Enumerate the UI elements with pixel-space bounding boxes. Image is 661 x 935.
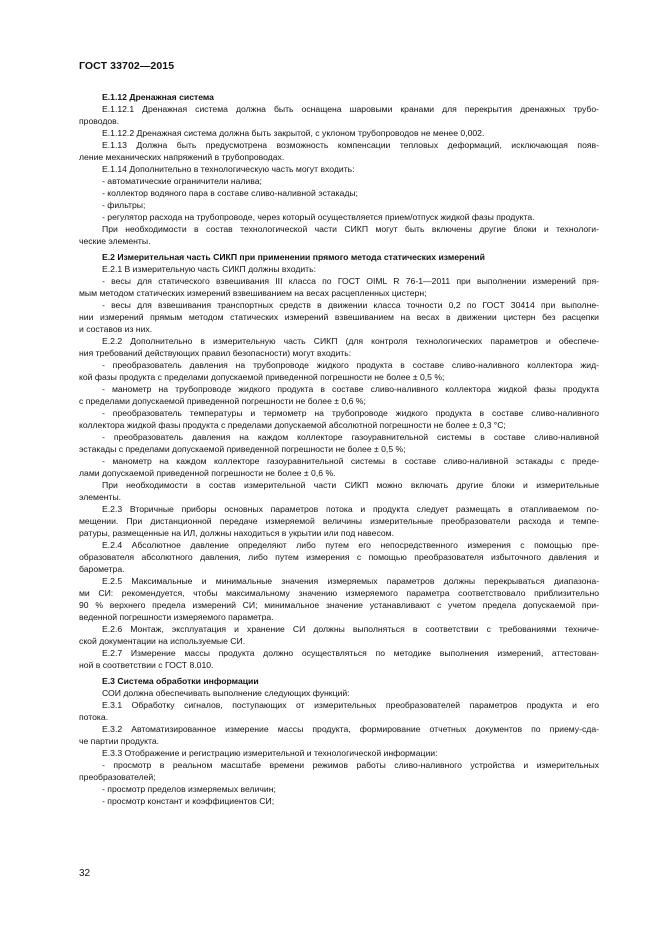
paragraph xyxy=(79,623,599,647)
paragraph xyxy=(79,747,599,759)
text-line: мым методом статических измерений взвешиванием на весах расцепленных цистерн; xyxy=(79,288,427,298)
text-line: Е.1.13 Должна быть предусмотрена возможность компенсации тепловых деформаций, исключающая появ- xyxy=(102,140,599,150)
paragraph xyxy=(79,263,599,275)
text-line: При необходимости в состав измерительной части СИКП можно включать другие блоки и измерительные xyxy=(102,480,599,490)
paragraph xyxy=(79,479,599,503)
text-line: При необходимости в состав технологической части СИКП могут быть включены другие блоки и технологи- xyxy=(102,224,599,234)
paragraph xyxy=(79,127,599,139)
text-line: - весы для взвешивания транспортных средств в движении класса точности 0,2 по ГОСТ 30414 при выполне- xyxy=(102,300,599,310)
paragraph xyxy=(79,359,599,383)
text-line: ратуры, размещенные на ИЛ, должны находиться в укрытии или под навесом. xyxy=(79,528,395,538)
text-line: - манометр на каждом коллекторе газоуравнительной системы в составе сливо-наливной эстакады с преде- xyxy=(102,456,599,466)
paragraph xyxy=(79,539,599,575)
text-line: и составов из них. xyxy=(79,324,153,334)
section-heading xyxy=(79,675,599,687)
paragraph xyxy=(79,723,599,747)
text-line: че партии продукта. xyxy=(79,736,160,746)
paragraph xyxy=(79,699,599,723)
paragraph xyxy=(79,187,599,199)
text-line: - преобразователь давления на трубопроводе жидкого продукта в составе сливо-наливного коллектора жид- xyxy=(102,360,599,370)
paragraph xyxy=(79,431,599,455)
text-line: Е.3.2 Автоматизированное измерение массы продукта, формирование отчетных документов по приему-сда- xyxy=(102,724,599,734)
text-line: Е.2 Измерительная часть СИКП при применении прямого метода статических измерений xyxy=(102,252,485,262)
text-line: эстакады с пределами допускаемой приведенной погрешности не более ± 0,5 %; xyxy=(79,444,406,454)
section-heading xyxy=(79,251,599,263)
paragraph xyxy=(79,275,599,299)
text-line: 90 % верхнего предела измерений СИ; минимальное значение устанавливают с учетом предела допускаемой при- xyxy=(79,600,599,610)
text-line: лами допускаемой приведенной погрешности не более ± 0,6 %. xyxy=(79,468,336,478)
text-line: ми СИ: рекомендуется, чтобы максимальному значению измеряемого параметра соответствовало приблизительно xyxy=(79,588,599,598)
paragraph xyxy=(79,335,599,359)
text-line: - преобразователь давления на каждом коллекторе газоуравнительной системы в составе сливо-наливной xyxy=(102,432,599,442)
paragraph xyxy=(79,759,599,783)
text-line: потока. xyxy=(79,712,109,722)
paragraph xyxy=(79,103,599,127)
text-line: преобразователей; xyxy=(79,772,156,782)
text-line: - фильтры; xyxy=(102,200,146,210)
text-line: ской документации на используемые СИ. xyxy=(79,636,246,646)
text-line: коллектора жидкой фазы продукта с пределами допускаемой абсолютной погрешности не более ± 0,3 °С; xyxy=(79,420,506,430)
paragraph xyxy=(79,299,599,335)
paragraph xyxy=(79,139,599,163)
paragraph xyxy=(79,575,599,623)
paragraph xyxy=(79,503,599,539)
text-line: Е.2.3 Вторичные приборы основных параметров потока и продукта следует размещать в отапливаемом по- xyxy=(102,504,599,514)
text-line: ление механических напряжений в трубопроводах. xyxy=(79,152,285,162)
text-line: - просмотр в реальном масштабе времени режимов работы сливо-наливного устройства и измерительных xyxy=(102,760,599,770)
text-line: барометра. xyxy=(79,564,125,574)
text-line: - коллектор водяного пара в составе сливо-наливной эстакады; xyxy=(102,188,358,198)
text-line: Е.3 Система обработки информации xyxy=(102,676,259,686)
text-line: Е.1.14 Дополнительно в технологическую часть могут входить: xyxy=(102,164,355,174)
paragraph xyxy=(79,455,599,479)
text-line: с пределами допускаемой приведенной погрешности не более ± 0,6 %; xyxy=(79,396,366,406)
text-line: Е.1.12.2 Дренажная система должна быть закрытой, с уклоном трубопроводов не менее 0,002. xyxy=(102,128,485,138)
paragraph xyxy=(79,687,599,699)
text-line: Е.1.12 Дренажная система xyxy=(102,92,214,102)
text-line: Е.1.12.1 Дренажная система должна быть оснащена шаровыми кранами для перекрытия дренажных трубо- xyxy=(102,104,599,114)
paragraph xyxy=(79,407,599,431)
text-line: Е.2.5 Максимальные и минимальные значения измеряемых параметров должны перекрываться диапазона- xyxy=(102,576,599,586)
text-line: Е.2.7 Измерение массы продукта должно осуществляться по методике выполнения измерений, аттестован- xyxy=(102,648,599,658)
text-line: - весы для статического взвешивания III класса по ГОСТ OIML R 76-1—2011 при выполнении измерений пря- xyxy=(102,276,599,286)
paragraph xyxy=(79,199,599,211)
text-line: Е.2.4 Абсолютное давление определяют либо путем его непосредственного измерения с помощью пре- xyxy=(102,540,599,550)
text-line: веденной погрешности измеряемого параметра. xyxy=(79,612,274,622)
text-line: кой фазы продукта с пределами допускаемой приведенной погрешности не более ± 0,5 %; xyxy=(79,372,445,382)
paragraph xyxy=(79,163,599,175)
paragraph xyxy=(79,783,599,795)
document-header: ГОСТ 33702—2015 xyxy=(79,60,175,72)
section-heading xyxy=(79,91,599,103)
paragraph xyxy=(79,795,599,807)
text-line: нии измерений прямым методом статических измерений взвешиванием на весах в движении цистерн без расцепки xyxy=(79,312,599,322)
text-line: ния требований действующих правил безопасности) могут входить: xyxy=(79,348,352,358)
text-line: образователя абсолютного давления, либо путем измерения с помощью преобразователя избыточного давления и xyxy=(79,552,599,562)
text-line: - манометр на трубопроводе жидкого продукта в составе сливо-наливного коллектора жидкой фазы продукта xyxy=(102,384,599,394)
text-line: элементы. xyxy=(79,492,122,502)
text-line: - регулятор расхода на трубопроводе, через который осуществляется прием/отпуск жидкой фазы продукта. xyxy=(102,212,535,222)
text-line: Е.3.3 Отображение и регистрацию измерительной и технологической информации: xyxy=(102,748,438,758)
paragraph xyxy=(79,383,599,407)
document-body xyxy=(79,91,599,807)
text-line: ческие элементы. xyxy=(79,236,151,246)
text-line: - автоматические ограничители налива; xyxy=(102,176,262,186)
text-line: СОИ должна обеспечивать выполнение следующих функций: xyxy=(102,688,350,698)
text-line: - преобразователь температуры и термометр на трубопроводе жидкого продукта в составе сливо-наливного xyxy=(102,408,599,418)
text-line: Е.2.1 В измерительную часть СИКП должны входить: xyxy=(102,264,317,274)
text-line: Е.2.2 Дополнительно в измерительную часть СИКП (для контроля технологических параметров и обеспече- xyxy=(102,336,599,346)
text-line: ной в соответствии с ГОСТ 8.010. xyxy=(79,660,214,670)
paragraph xyxy=(79,175,599,187)
text-line: проводов. xyxy=(79,116,120,126)
page-number: 32 xyxy=(79,868,91,879)
text-line: Е.2.6 Монтаж, эксплуатация и хранение СИ должны выполняться в соответствии с требованиями техниче- xyxy=(102,624,599,634)
text-line: Е.3.1 Обработку сигналов, поступающих от измерительных преобразователей параметров продукта и его xyxy=(102,700,599,710)
paragraph xyxy=(79,223,599,247)
text-line: мещении. При дистанционной передаче измеряемой величины измерительные преобразователи расхода и темпе- xyxy=(79,516,599,526)
text-line: - просмотр пределов измеряемых величин; xyxy=(102,784,276,794)
paragraph xyxy=(79,647,599,671)
text-line: - просмотр констант и коэффициентов СИ; xyxy=(102,796,275,806)
paragraph xyxy=(79,211,599,223)
